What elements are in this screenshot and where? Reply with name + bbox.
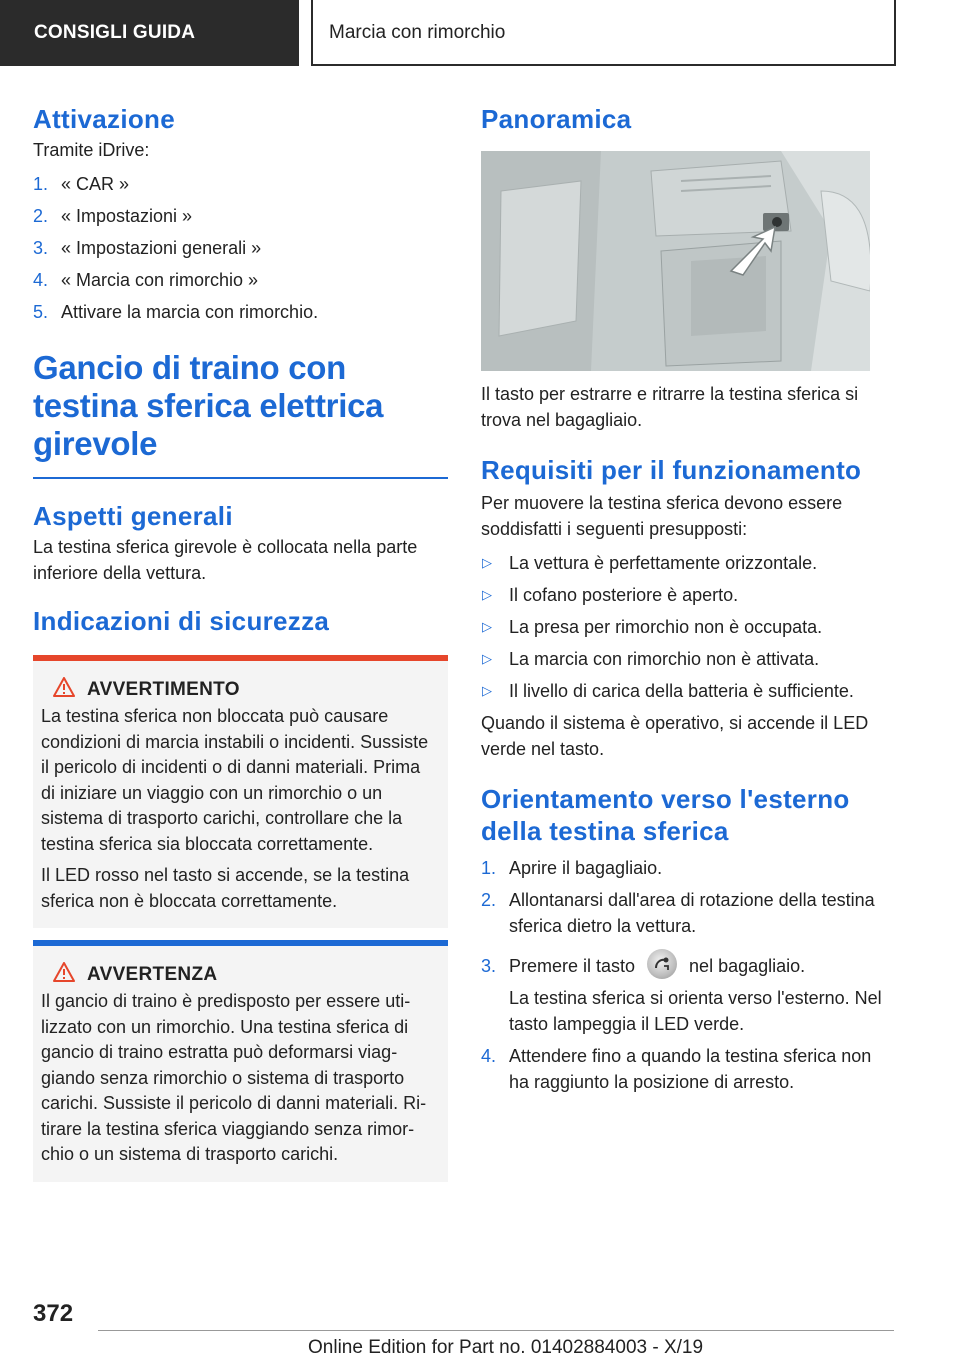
list-item: 5. Attivare la marcia con rimorchio. [33, 302, 319, 323]
list-item: 1. « CAR » [33, 174, 130, 195]
triangle-bullet-icon: ▷ [482, 619, 492, 635]
triangle-bullet-icon: ▷ [482, 683, 492, 699]
activation-steps [33, 171, 448, 325]
step-note: La testina sferica si orienta verso l'esterno. Nel tasto lampeggia il LED verde. [509, 988, 882, 1034]
triangle-bullet-icon: ▷ [482, 587, 492, 603]
warning-box [33, 655, 448, 928]
triangle-bullet-icon: ▷ [482, 651, 492, 667]
list-item: 4. « Marcia con rimorchio » [33, 270, 259, 291]
warning-triangle-icon [53, 677, 75, 702]
notice-text: Il gancio di traino è predisposto per essere utilizzato con un rimorchio. Una testina sferica di gancio di traino estratta può deformarsi viaggiando senza rimorchio o sistema di trasporto carichi. Sussiste il pericolo di danni materiali. Ritirare la testina sferica viaggiando senza rimorchio o un sistema di trasporto carichi. [41, 991, 427, 1165]
intro-idrive: Tramite iDrive: [33, 140, 150, 161]
warning-text-2: Il LED rosso nel tasto si accende, se la testina sferica non è bloccata correttamente. [41, 865, 410, 911]
list-item: 3. « Impostazioni generali » [33, 238, 262, 259]
trunk-photo [481, 151, 870, 371]
list-item: ▷ La presa per rimorchio non è occupata. [481, 614, 895, 640]
chapter-rule [33, 477, 448, 479]
heading-attivazione: Attivazione [33, 104, 175, 134]
aspetti-text: La testina sferica girevole è collocata nella parte inferiore della vettura. [33, 537, 418, 584]
list-item: 2. Allontanarsi dall'area di rotazione della testina sferica dietro la vettura. [481, 889, 875, 936]
heading-orientamento: Orientamento verso l'esterno della testina sferica [481, 784, 850, 846]
list-item: ▷ Il cofano posteriore è aperto. [481, 582, 895, 608]
footer-rule [98, 1330, 894, 1331]
footer-edition: Online Edition for Part no. 01402884003 - X/19 [308, 1337, 704, 1358]
photo-caption: Il tasto per estrarre e ritrarre la testina sferica si trova nel bagagliaio. [481, 384, 859, 431]
list-item: ▷ Il livello di carica della batteria è sufficiente. [481, 678, 895, 704]
page-number: 372 [33, 1300, 74, 1327]
orientation-steps [481, 855, 895, 1095]
left-column [33, 100, 448, 1182]
chapter-title: Gancio di traino con testina sferica elettrica girevole [33, 349, 384, 463]
warning-text: La testina sferica non bloccata può causare condizioni di marcia instabili o incidenti. Sussiste il pericolo di incidenti o di danni materiali. Prima di iniziare un viaggio con un rimorchio o un sistema di trasporto carichi, controllare che la testina sferica sia bloccata correttamente. [41, 706, 429, 854]
notice-box [33, 940, 448, 1182]
header-section: CONSIGLI GUIDA [0, 0, 299, 66]
requisiti-intro: Per muovere la testina sferica devono essere soddisfatti i seguenti presupposti: [481, 493, 843, 540]
list-item: 2. « Impostazioni » [33, 206, 193, 227]
heading-requisiti: Requisiti per il funzionamento [481, 455, 862, 486]
heading-aspetti: Aspetti generali [33, 501, 233, 531]
header-chapter: Marcia con rimorchio [311, 0, 896, 66]
list-item: ▷ La marcia con rimorchio non è attivata. [481, 646, 895, 672]
towbar-button-icon [647, 949, 677, 979]
heading-panoramica: Panoramica [481, 104, 632, 134]
list-item: 4. Attendere fino a quando la testina sferica non ha raggiunto la posizione di arresto. [481, 1046, 872, 1092]
triangle-bullet-icon: ▷ [482, 555, 492, 571]
notice-label: AVVERTENZA [87, 963, 218, 985]
list-item: ▷ La vettura è perfettamente orizzontale. [481, 550, 895, 576]
heading-sicurezza: Indicazioni di sicurezza [33, 606, 330, 637]
warning-label: AVVERTIMENTO [87, 678, 240, 700]
requisiti-after: Quando il sistema è operativo, si accende il LED verde nel tasto. [481, 713, 869, 760]
warning-triangle-icon [53, 962, 75, 987]
requirements-list [481, 550, 895, 704]
list-item: 3. Premere il tasto nel bagagliaio. La testina sferica si orienta verso l'esterno. Nel tasto lampeggia il LED verde. [481, 953, 895, 1037]
right-column [481, 100, 895, 1101]
list-item: 1. Aprire il bagagliaio. [481, 857, 663, 878]
